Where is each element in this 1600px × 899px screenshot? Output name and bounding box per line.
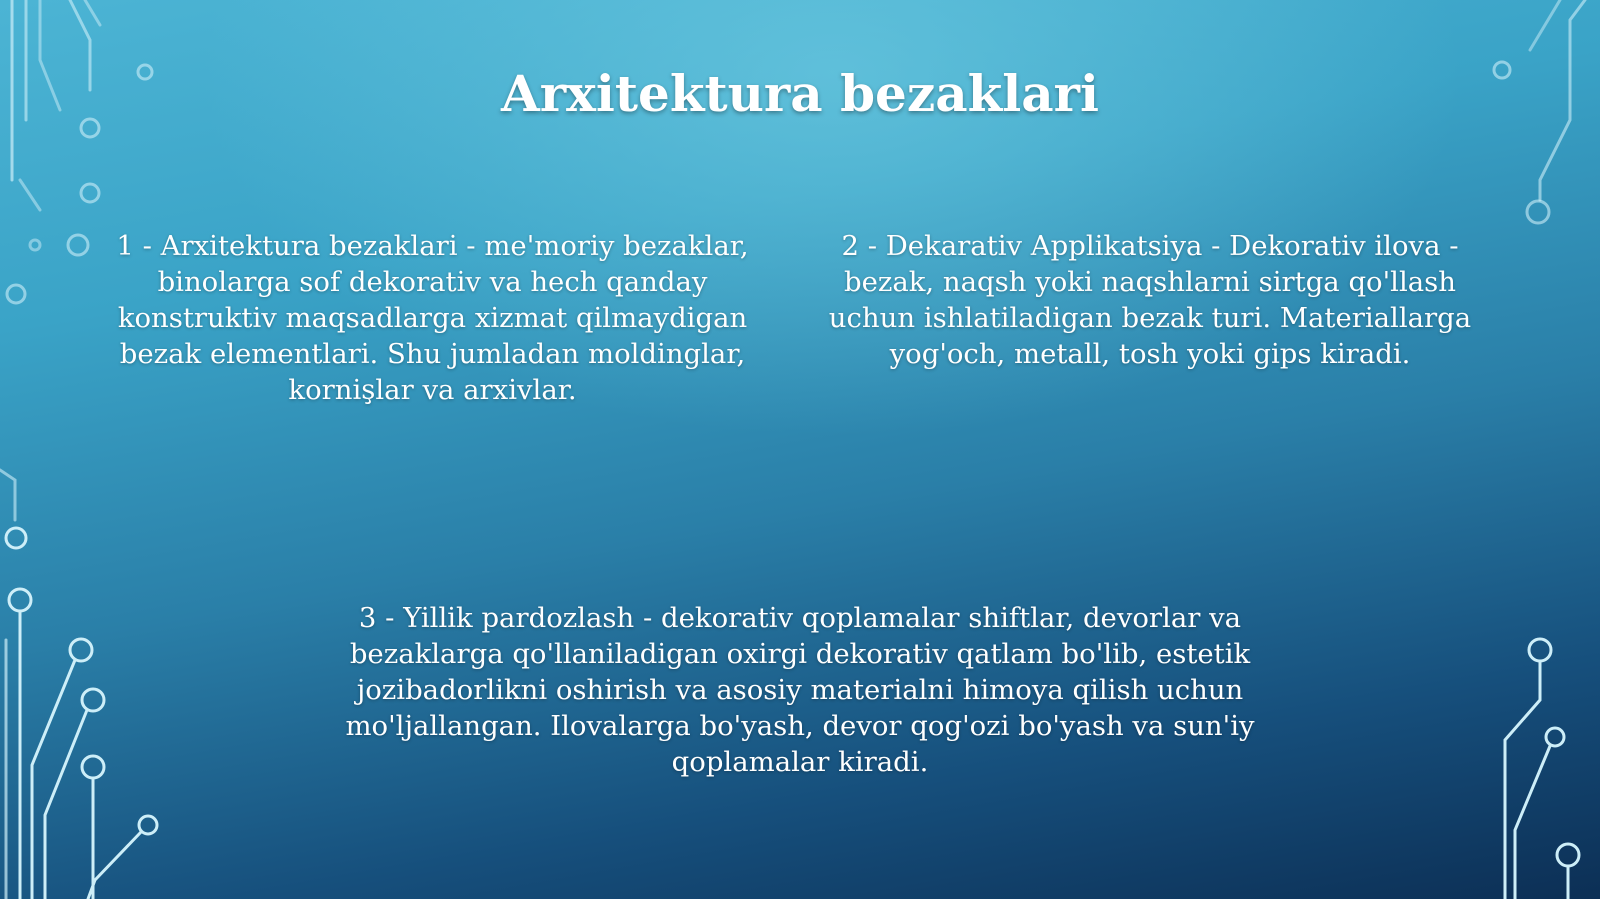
paragraph-finishing: 3 - Yillik pardozlash - dekorativ qoplamalar shiftlar, devorlar va bezaklarga qo'llaniladigan oxirgi dekorativ qatlam bo'lib, estetik jozibadorlikni oshirish va asosiy materialni himoya qilish uchun mo'ljallangan. Ilovalarga bo'yash, devor qog'ozi bo'yash va sun'iy qoplamalar kiradi. xyxy=(345,602,1255,778)
paragraph-architectural-ornaments: 1 - Arxitektura bezaklari - me'moriy bezaklar, binolarga sof dekorativ va hech qanday konstruktiv maqsadlarga xizmat qilmaydigan bezak elementlari. Shu jumladan moldinglar, kornişlar va arxivlar. xyxy=(116,230,749,406)
paragraph-decorative-application: 2 - Dekarativ Applikatsiya - Dekorativ ilova - bezak, naqsh yoki naqshlarni sirtga qo'llash uchun ishlatiladigan bezak turi. Materiallarga yog'och, metall, tosh yoki gips kiradi. xyxy=(828,230,1472,370)
slide-title: Arxitektura bezaklari xyxy=(500,64,1100,123)
